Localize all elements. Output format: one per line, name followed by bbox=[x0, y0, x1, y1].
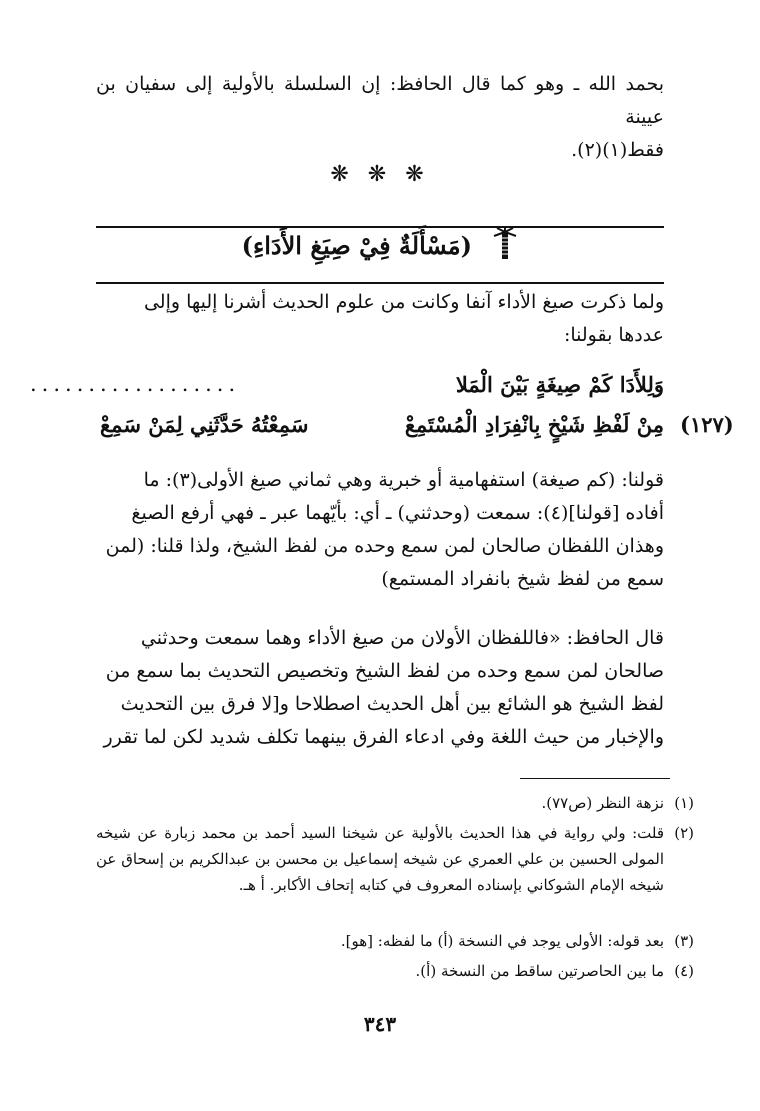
intro-line-1: ولما ذكرت صيغ الأداء آنفا وكانت من علوم الحديث أشرنا إليها وإلى bbox=[143, 291, 664, 313]
footnote-1 bbox=[96, 790, 694, 816]
verse-line-1 bbox=[30, 372, 664, 406]
section-separator: ❋ ❋ ❋ bbox=[330, 162, 430, 187]
footnote-2 bbox=[96, 820, 694, 898]
commentary-line-4: سمع من لفظ شيخ بانفراد المستمع) bbox=[381, 568, 664, 590]
palm-ornament-icon bbox=[492, 226, 518, 266]
top-line-2: فقط(١)(٢). bbox=[571, 139, 664, 161]
section-title bbox=[0, 226, 760, 266]
verse-number: (١٢٧) bbox=[680, 412, 734, 437]
top-line-1: بحمد الله ـ وهو كما قال الحافظ: إن السلسلة بالأولية إلى سفيان بن عيينة bbox=[96, 73, 664, 128]
verse-hemistich-2a: مِنْ لَفْظِ شَيْخٍ بِانْفِرَادِ الْمُسْتَمِعْ bbox=[404, 412, 664, 437]
commentary-paragraph bbox=[96, 464, 664, 596]
section-title-text: (مَسْأَلَةٌ فِيْ صِيَغِ الأَدَاءِ) bbox=[241, 231, 473, 260]
footnote-4-number: (٤) bbox=[674, 962, 694, 980]
footnote-3-number: (٣) bbox=[674, 932, 694, 950]
footnote-rule bbox=[520, 778, 670, 779]
footnote-2-text: قلت: ولي رواية في هذا الحديث بالأولية عن شيخنا السيد أحمد بن محمد زبارة عن شيخه المولى الحسين بن علي العمري عن شيخه إسماعيل بن محسن بن عبدالكريم بن إسحاق عن شيخه الإمام الشوكاني بإسناده المعروف في كتابه إتحاف الأكابر. أ هـ. bbox=[96, 824, 664, 894]
title-rule-bottom bbox=[96, 282, 664, 284]
hafiz-line-4: والإخبار من حيث اللغة وفي ادعاء الفرق بينهما تكلف شديد لكن لما تقرر bbox=[103, 726, 664, 748]
footnote-4-text: ما بين الحاصرتين ساقط من النسخة (أ). bbox=[415, 962, 664, 980]
hafiz-line-2: صالحان لمن سمع وحده من لفظ الشيخ وتخصيص التحديث بما سمع من bbox=[105, 660, 664, 682]
verse-hemistich-1a: وَلِلأَدَا كَمْ صِيغَةٍ بَيْنَ الْمَلا bbox=[455, 372, 664, 397]
hafiz-line-3: لفظ الشيخ هو الشائع بين أهل الحديث اصطلاحا و[لا فرق بين التحديث bbox=[120, 693, 664, 715]
footnote-1-text: نزهة النظر (ص٧٧). bbox=[541, 794, 664, 812]
top-paragraph bbox=[96, 68, 664, 167]
intro-line-2: عددها بقولنا: bbox=[563, 324, 664, 346]
hafiz-line-1: قال الحافظ: «فاللفظان الأولان من صيغ الأداء وهما سمعت وحدثني bbox=[140, 627, 664, 649]
verse-line-2 bbox=[30, 412, 664, 446]
footnote-2-number: (٢) bbox=[674, 824, 694, 842]
intro-paragraph bbox=[96, 286, 664, 352]
verse-hemistich-2b: سَمِعْتُهُ حَدَّثَنِي لِمَنْ سَمِعْ bbox=[100, 412, 309, 437]
commentary-line-1: قولنا: (كم صيغة) استفهامية أو خبرية وهي ثماني صيغ الأولى(٣): ما bbox=[143, 469, 664, 491]
hafiz-paragraph bbox=[96, 622, 664, 754]
footnote-1-number: (١) bbox=[674, 794, 694, 812]
footnote-3 bbox=[96, 928, 694, 954]
page-number: ٣٤٣ bbox=[363, 1012, 397, 1036]
commentary-line-3: وهذان اللفظان صالحان لمن سمع وحده من لفظ الشيخ، ولذا قلنا: (لمن bbox=[105, 535, 664, 557]
footnote-4 bbox=[96, 958, 694, 984]
commentary-line-2: أفاده [قولنا](٤): سمعت (وحدثني) ـ أي: بأيّهما عبر ـ فهي أرفع الصيغ bbox=[131, 502, 664, 524]
verse-hemistich-1b: .................. bbox=[30, 372, 241, 396]
footnote-3-text: بعد قوله: الأولى يوجد في النسخة (أ) ما لفظه: [هو]. bbox=[340, 932, 664, 950]
